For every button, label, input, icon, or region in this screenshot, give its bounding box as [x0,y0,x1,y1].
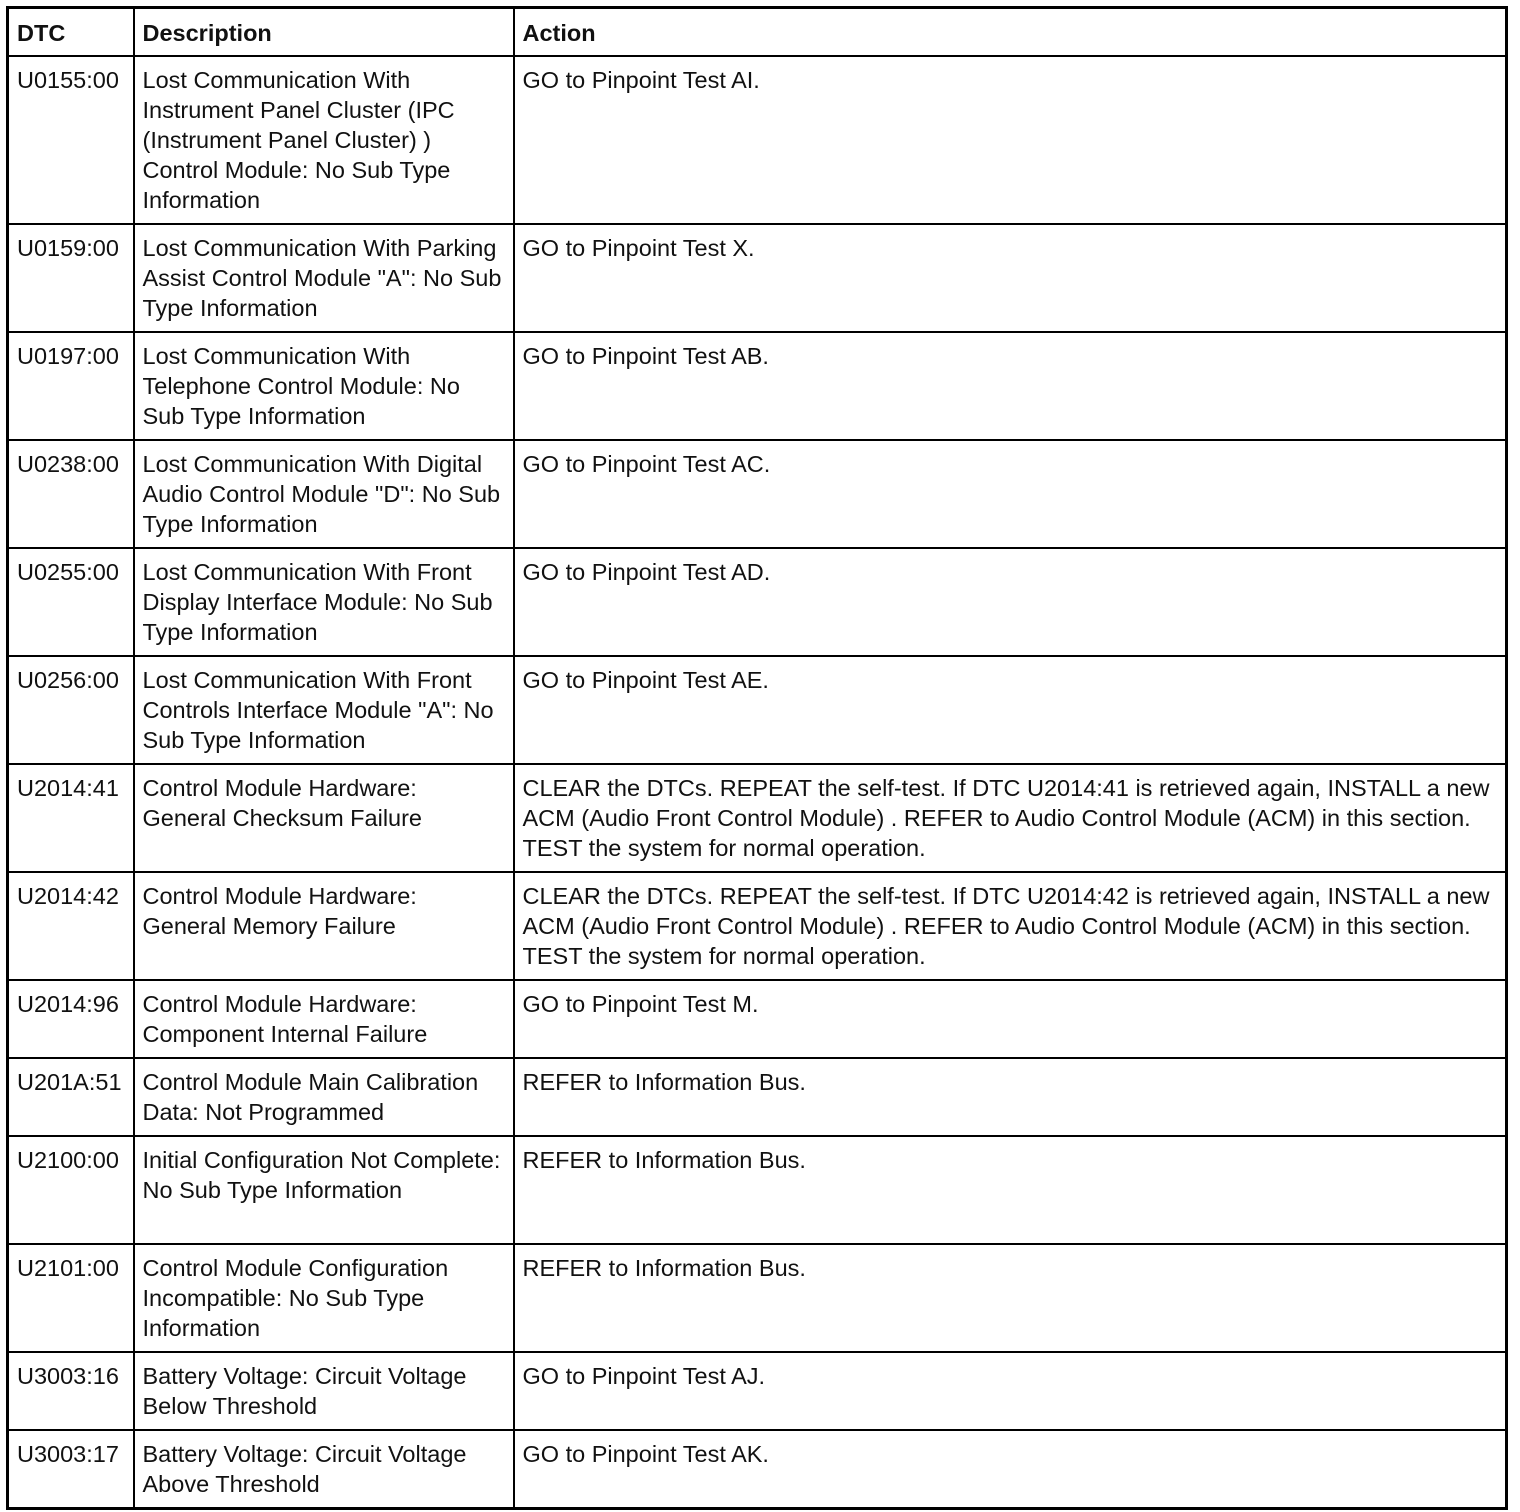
dtc-description: Control Module Hardware: Component Internal Failure [134,980,514,1058]
table-row [8,1058,1507,1136]
dtc-action: GO to Pinpoint Test AC. [514,440,1507,548]
dtc-description: Lost Communication With Telephone Control Module: No Sub Type Information [134,332,514,440]
dtc-code: U2014:42 [8,872,134,980]
dtc-description: Lost Communication With Front Controls Interface Module "A": No Sub Type Information [134,656,514,764]
table-row [8,1352,1507,1430]
dtc-action: GO to Pinpoint Test AI. [514,56,1507,224]
dtc-code: U0155:00 [8,56,134,224]
dtc-description: Lost Communication With Instrument Panel Cluster (IPC (Instrument Panel Cluster) ) Control Module: No Sub Type Information [134,56,514,224]
dtc-code: U0159:00 [8,224,134,332]
dtc-action: REFER to Information Bus. [514,1244,1507,1352]
table-row [8,548,1507,656]
table-row [8,980,1507,1058]
table-row [8,656,1507,764]
dtc-action: GO to Pinpoint Test M. [514,980,1507,1058]
header-description: Description [134,8,514,57]
table-row [8,224,1507,332]
dtc-code: U2100:00 [8,1136,134,1244]
dtc-description: Control Module Hardware: General Checksum Failure [134,764,514,872]
table-row [8,764,1507,872]
dtc-table [6,6,1508,1510]
dtc-action: REFER to Information Bus. [514,1058,1507,1136]
dtc-description: Initial Configuration Not Complete: No Sub Type Information [134,1136,514,1244]
header-action: Action [514,8,1507,57]
dtc-action: REFER to Information Bus. [514,1136,1507,1244]
dtc-description: Control Module Configuration Incompatible: No Sub Type Information [134,1244,514,1352]
table-row [8,1136,1507,1244]
table-row [8,332,1507,440]
dtc-code: U2101:00 [8,1244,134,1352]
dtc-action: GO to Pinpoint Test AJ. [514,1352,1507,1430]
header-row [8,8,1507,57]
dtc-action: GO to Pinpoint Test AE. [514,656,1507,764]
dtc-code: U3003:17 [8,1430,134,1508]
dtc-description: Lost Communication With Parking Assist Control Module "A": No Sub Type Information [134,224,514,332]
table-row [8,872,1507,980]
table-row [8,1244,1507,1352]
dtc-code: U0256:00 [8,656,134,764]
dtc-action: CLEAR the DTCs. REPEAT the self-test. If DTC U2014:41 is retrieved again, INSTALL a new ACM (Audio Front Control Module) . REFER to Audio Control Module (ACM) in this section. TEST the system for normal operation. [514,764,1507,872]
dtc-description: Lost Communication With Digital Audio Control Module "D": No Sub Type Information [134,440,514,548]
dtc-code: U3003:16 [8,1352,134,1430]
dtc-description: Lost Communication With Front Display Interface Module: No Sub Type Information [134,548,514,656]
header-dtc: DTC [8,8,134,57]
dtc-description: Battery Voltage: Circuit Voltage Below Threshold [134,1352,514,1430]
dtc-description: Battery Voltage: Circuit Voltage Above Threshold [134,1430,514,1508]
table-row [8,440,1507,548]
table-row [8,56,1507,224]
dtc-code: U0238:00 [8,440,134,548]
table-row [8,1430,1507,1508]
dtc-code: U201A:51 [8,1058,134,1136]
dtc-code: U0255:00 [8,548,134,656]
dtc-action: GO to Pinpoint Test X. [514,224,1507,332]
dtc-action: GO to Pinpoint Test AD. [514,548,1507,656]
dtc-description: Control Module Main Calibration Data: Not Programmed [134,1058,514,1136]
dtc-code: U2014:41 [8,764,134,872]
dtc-code: U2014:96 [8,980,134,1058]
dtc-code: U0197:00 [8,332,134,440]
dtc-action: GO to Pinpoint Test AK. [514,1430,1507,1508]
dtc-action: CLEAR the DTCs. REPEAT the self-test. If DTC U2014:42 is retrieved again, INSTALL a new ACM (Audio Front Control Module) . REFER to Audio Control Module (ACM) in this section. TEST the system for normal operation. [514,872,1507,980]
dtc-description: Control Module Hardware: General Memory Failure [134,872,514,980]
dtc-action: GO to Pinpoint Test AB. [514,332,1507,440]
